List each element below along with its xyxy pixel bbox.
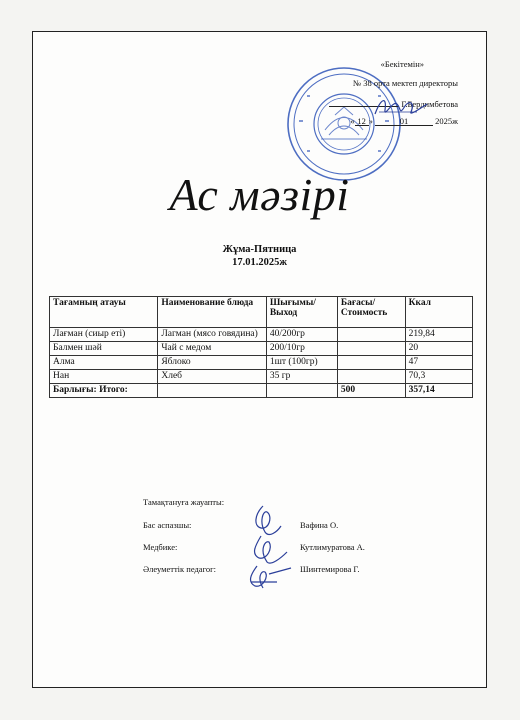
cell-yield: 40/200гр — [266, 328, 337, 342]
cell-dish-ru: Яблоко — [158, 356, 266, 370]
cell-kcal: 47 — [405, 356, 472, 370]
approval-month: 01 — [375, 117, 433, 126]
cell-kcal: 20 — [405, 342, 472, 356]
menu-table — [49, 296, 473, 398]
header-cost: Бағасы/ Стоимость — [337, 297, 405, 328]
header-kcal: Ккал — [405, 297, 472, 328]
header-dish-name-kz: Тағамның атауы — [50, 297, 158, 328]
signer-name-nurse: Кутлимуратова А. — [300, 542, 365, 552]
document-page — [32, 31, 487, 688]
signer-role-nurse: Медбике: — [143, 542, 178, 552]
cell-dish-kz: Нан — [50, 370, 158, 384]
signer-name-chef: Вафина О. — [300, 520, 339, 530]
signers-heading: Тамақтануға жауапты: — [143, 497, 225, 507]
page-title: Ас мәзірі — [169, 169, 350, 220]
cell-cost — [337, 356, 405, 370]
signer-role-social-pedagogue: Әлеуметтік педагог: — [143, 564, 216, 574]
approval-day: 12 — [355, 117, 369, 126]
school-director-line: № 38 орта мектеп директоры — [352, 78, 458, 88]
approval-date-line: « 12 » 01 2025ж — [350, 116, 458, 126]
header-yield: Шығымы/ Выход — [266, 297, 337, 328]
cell-dish-kz: Лағман (сиыр еті) — [50, 328, 158, 342]
table-header-row — [50, 297, 473, 328]
table-row — [50, 328, 473, 342]
cell-dish-ru: Хлеб — [158, 370, 266, 384]
director-signature — [371, 92, 431, 122]
signer-role-chef: Бас аспазшы: — [143, 520, 192, 530]
table-total-row — [50, 384, 473, 398]
signer-name-social-pedagogue: Шинтемирова Г. — [300, 564, 360, 574]
cell-dish-ru: Чай с медом — [158, 342, 266, 356]
approval-year: 2025ж — [435, 116, 458, 126]
cell-dish-kz: Балмен шәй — [50, 342, 158, 356]
subtitle-date: 17.01.2025ж — [232, 257, 287, 269]
cell-cost — [337, 342, 405, 356]
cell-dish-kz: Алма — [50, 356, 158, 370]
header-dish-name-ru: Наименование блюда — [158, 297, 266, 328]
cell-dish-ru: Лагман (мясо говядина) — [158, 328, 266, 342]
total-kcal: 357,14 — [405, 384, 472, 398]
director-name: Г.Бердимбетова — [401, 99, 458, 109]
table-row — [50, 342, 473, 356]
cell-yield: 35 гр — [266, 370, 337, 384]
cell-yield: 1шт (100гр) — [266, 356, 337, 370]
cell-yield: 200/10гр — [266, 342, 337, 356]
total-label: Барлығы: Итого: — [50, 384, 158, 398]
cell-cost — [337, 370, 405, 384]
approved-label: «Бекітемін» — [380, 59, 424, 69]
total-empty-2 — [266, 384, 337, 398]
total-empty-1 — [158, 384, 266, 398]
total-cost: 500 — [337, 384, 405, 398]
table-row — [50, 370, 473, 384]
table-row — [50, 356, 473, 370]
subtitle — [33, 243, 486, 269]
cell-kcal: 219,84 — [405, 328, 472, 342]
cell-cost — [337, 328, 405, 342]
handwritten-signatures — [233, 502, 303, 592]
subtitle-days: Жұма-Пятница — [222, 244, 297, 255]
cell-kcal: 70,3 — [405, 370, 472, 384]
